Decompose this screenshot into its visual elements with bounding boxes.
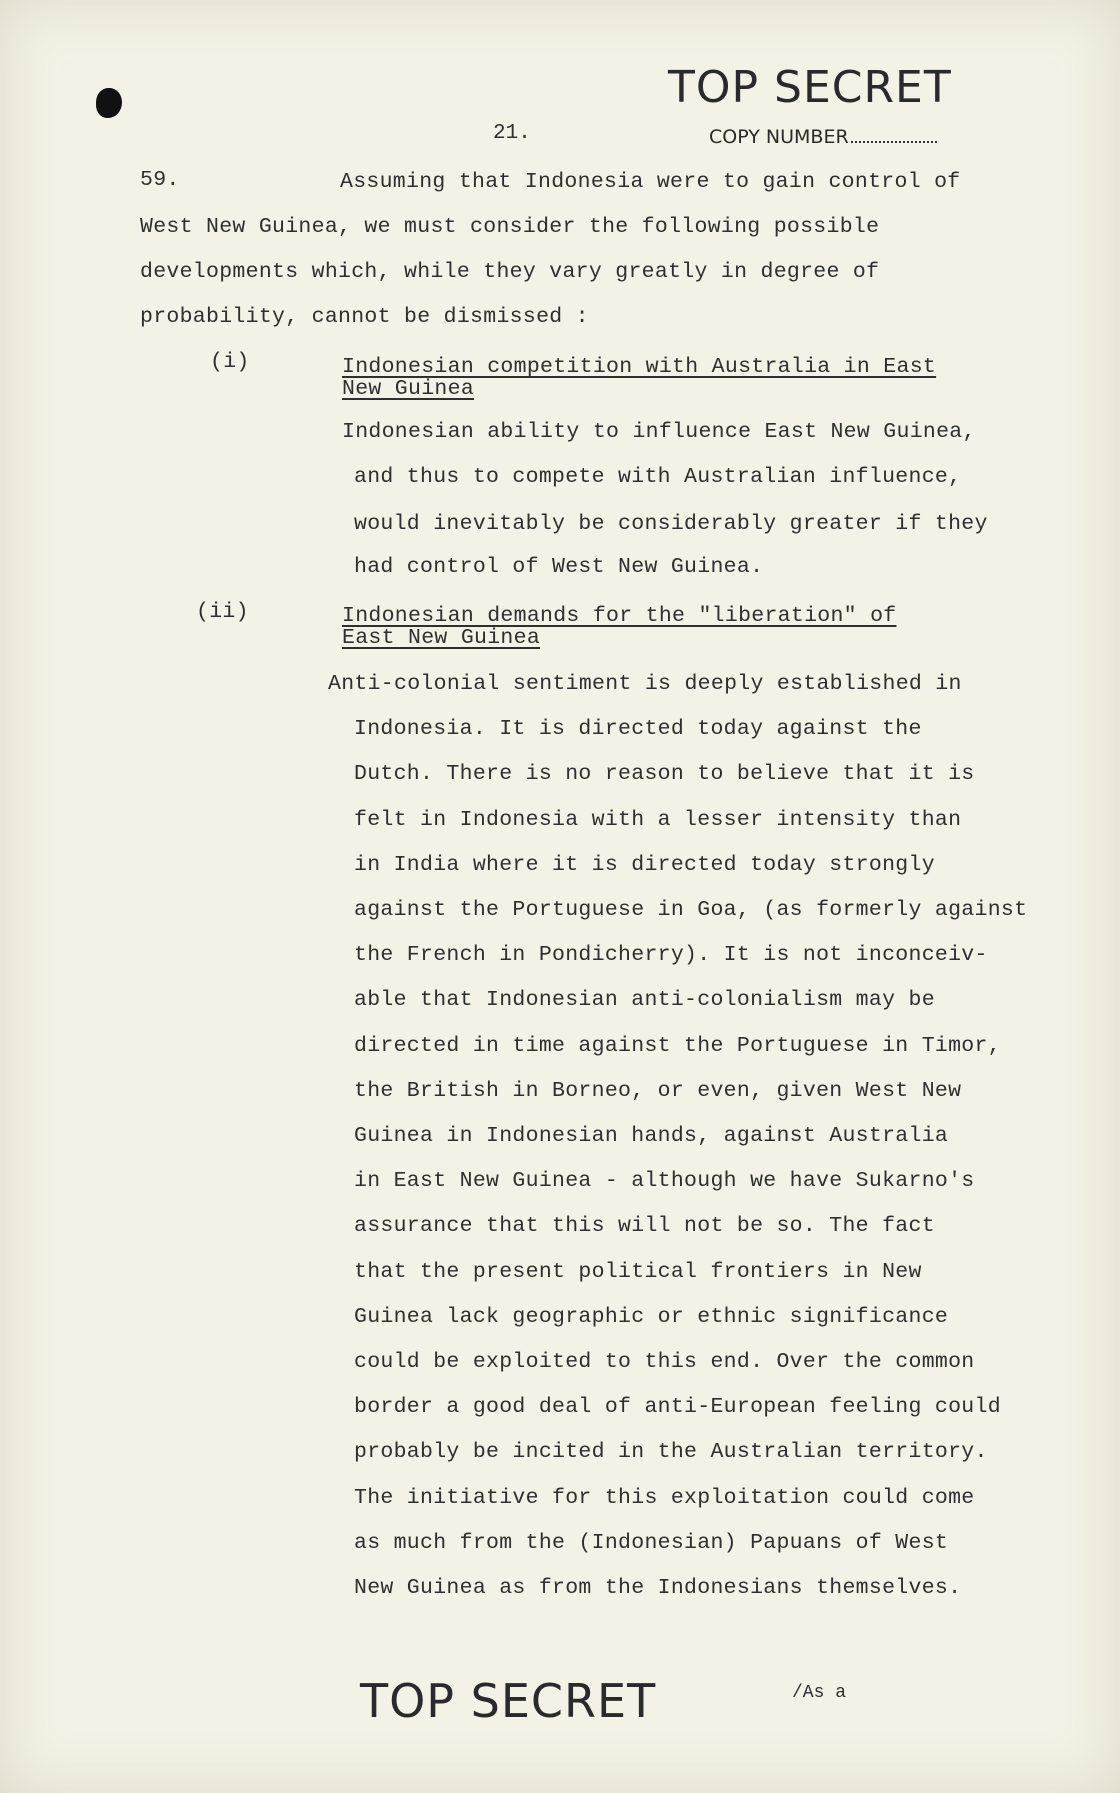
section-heading: East New Guinea <box>342 626 541 650</box>
section-body-line: in East New Guinea - although we have Sukarno's <box>354 1169 975 1193</box>
punch-hole-mark <box>96 88 122 118</box>
paragraph-line: Assuming that Indonesia were to gain control of <box>340 170 961 194</box>
copy-number-blank <box>851 127 937 143</box>
section-body-line: probably be incited in the Australian territory. <box>354 1440 988 1464</box>
section-body-line: able that Indonesian anti-colonialism may be <box>354 988 935 1012</box>
section-body-line: assurance that this will not be so. The fact <box>354 1214 935 1238</box>
section-body-line: and thus to compete with Australian influence, <box>354 465 962 489</box>
section-body-line: directed in time against the Portuguese in Timor, <box>354 1034 1001 1058</box>
classification-stamp-bottom: TOP SECRET <box>360 1674 657 1728</box>
copy-number-label: COPY NUMBER <box>709 126 849 148</box>
section-body-line: that the present political frontiers in New <box>354 1260 922 1284</box>
section-heading: New Guinea <box>342 377 475 401</box>
paragraph-line: developments which, while they vary greatly in degree of <box>140 260 880 284</box>
section-body-line: in India where it is directed today strongly <box>354 853 935 877</box>
section-body-line: Guinea lack geographic or ethnic significance <box>354 1305 949 1329</box>
paragraph-line: probability, cannot be dismissed : <box>140 305 589 329</box>
section-body-line: the British in Borneo, or even, given West New <box>354 1079 962 1103</box>
page-number: 21. <box>493 122 531 145</box>
section-body-line: could be exploited to this end. Over the common <box>354 1350 975 1374</box>
section-label: (ii) <box>196 600 249 624</box>
copy-number-field <box>709 126 937 148</box>
section-heading: Indonesian demands for the "liberation" of <box>342 604 897 628</box>
section-body-line: Guinea in Indonesian hands, against Australia <box>354 1124 949 1148</box>
section-body-line: the French in Pondicherry). It is not inconceiv- <box>354 943 988 967</box>
section-body-line: felt in Indonesia with a lesser intensity than <box>354 808 962 832</box>
section-body-line: Indonesia. It is directed today against the <box>354 717 922 741</box>
section-body-line: Dutch. There is no reason to believe that it is <box>354 762 975 786</box>
section-body-line: as much from the (Indonesian) Papuans of West <box>354 1531 949 1555</box>
section-heading: Indonesian competition with Australia in East <box>342 355 937 379</box>
classification-stamp-top: TOP SECRET <box>668 62 952 113</box>
section-body-line: against the Portuguese in Goa, (as formerly against <box>354 898 1028 922</box>
continuation-mark: /As a <box>792 1683 847 1703</box>
section-label: (i) <box>210 350 250 374</box>
section-body-line: New Guinea as from the Indonesians themselves. <box>354 1576 962 1600</box>
section-body-line: would inevitably be considerably greater if they <box>354 512 988 536</box>
section-body-line: Indonesian ability to influence East New Guinea, <box>342 420 976 444</box>
section-body-line: The initiative for this exploitation could come <box>354 1486 975 1510</box>
paragraph-number: 59. <box>140 168 180 192</box>
section-body-line: had control of West New Guinea. <box>354 555 764 579</box>
paragraph-line: West New Guinea, we must consider the following possible <box>140 215 880 239</box>
section-body-line: border a good deal of anti-European feeling could <box>354 1395 1001 1419</box>
section-body-line: Anti-colonial sentiment is deeply established in <box>328 672 962 696</box>
